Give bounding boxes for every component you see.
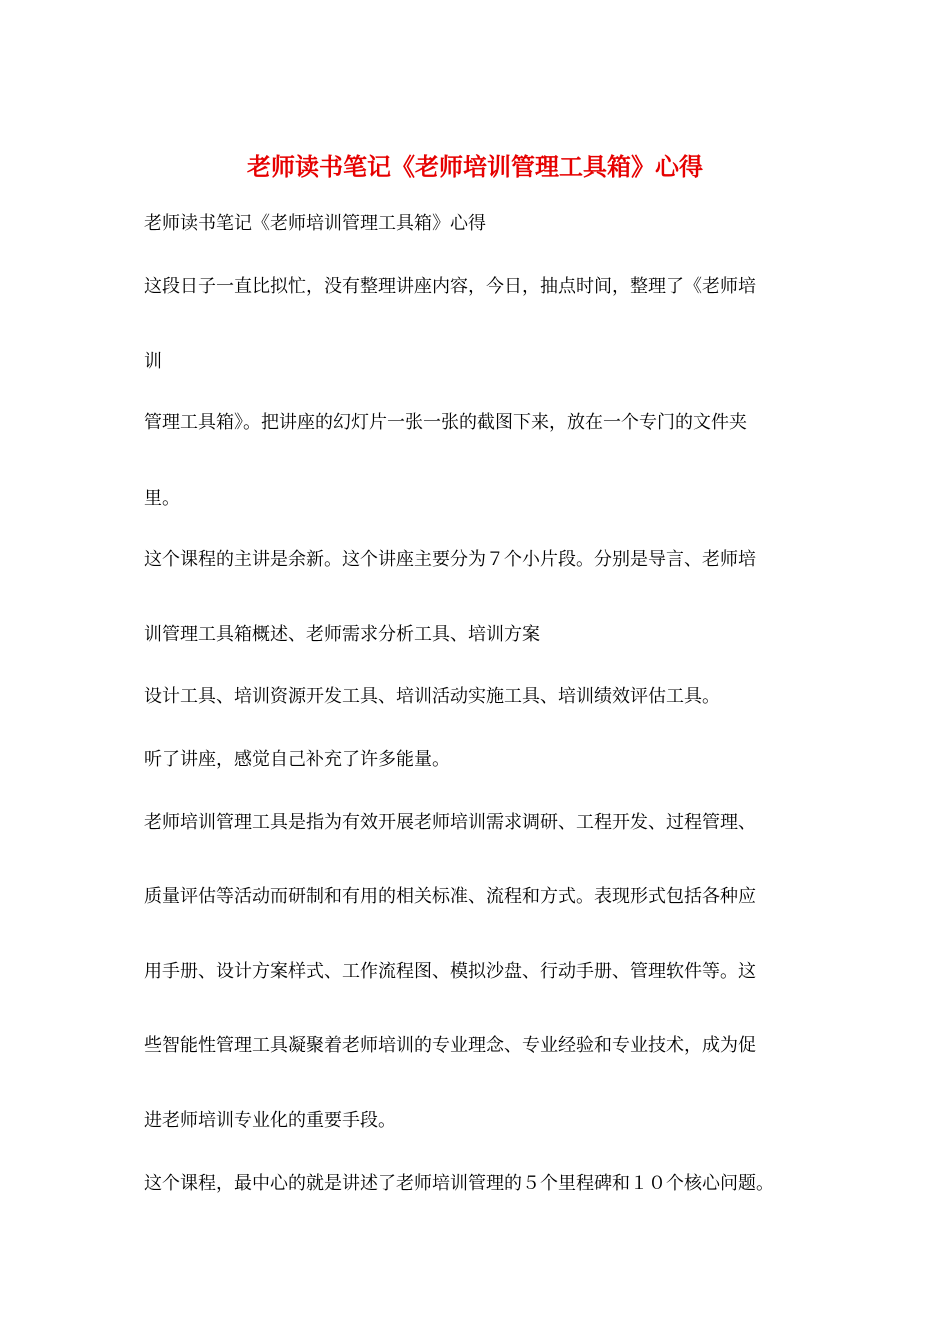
text-line: 设计工具、培训资源开发工具、培训活动实施工具、培训绩效评估工具。: [144, 686, 720, 707]
text-line: 管理工具箱》。把讲座的幻灯片一张一张的截图下来，放在一个专门的文件夹: [144, 412, 747, 433]
text-line: 里。: [144, 488, 180, 509]
text-line: 这个课程的主讲是余新。这个讲座主要分为７个小片段。分别是导言、老师培: [144, 549, 756, 570]
text-line: 用手册、设计方案样式、工作流程图、模拟沙盘、行动手册、管理软件等。这: [144, 961, 756, 982]
text-line: 听了讲座，感觉自己补充了许多能量。: [144, 749, 450, 770]
text-line: 老师读书笔记《老师培训管理工具箱》心得: [144, 213, 486, 234]
document-title: 老师读书笔记《老师培训管理工具箱》心得: [247, 152, 703, 181]
text-line: 这个课程，最中心的就是讲述了老师培训管理的５个里程碑和１０个核心问题。: [144, 1173, 774, 1194]
text-line: 进老师培训专业化的重要手段。: [144, 1110, 396, 1131]
text-line: 老师培训管理工具是指为有效开展老师培训需求调研、工程开发、过程管理、: [144, 812, 756, 833]
text-line: 这段日子一直比拟忙，没有整理讲座内容，今日，抽点时间，整理了《老师培: [144, 276, 756, 297]
text-line: 质量评估等活动而研制和有用的相关标准、流程和方式。表现形式包括各种应: [144, 886, 756, 907]
text-line: 训: [144, 351, 162, 372]
text-line: 训管理工具箱概述、老师需求分析工具、培训方案: [144, 624, 540, 645]
text-line: 些智能性管理工具凝聚着老师培训的专业理念、专业经验和专业技术，成为促: [144, 1035, 756, 1056]
